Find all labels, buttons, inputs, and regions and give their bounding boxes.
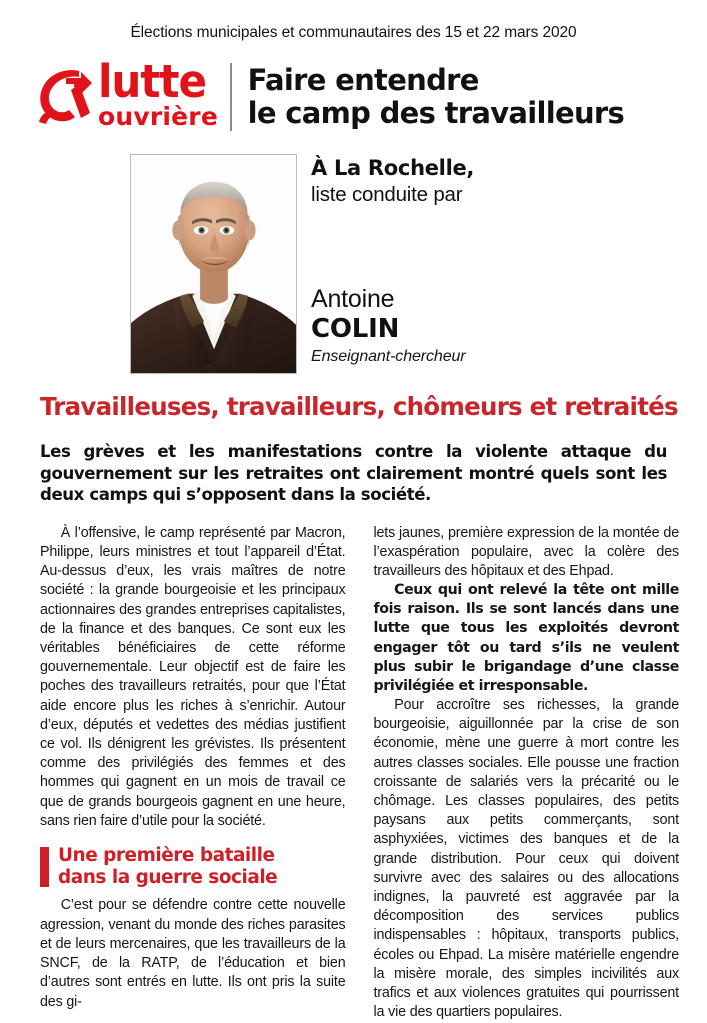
logo-wordmark: [98, 55, 218, 132]
logo-text-lutte: lutte: [98, 55, 207, 109]
tagline-line-2: le camp des travailleurs: [247, 96, 625, 130]
candidate-last-name: COLIN: [311, 313, 400, 344]
left-paragraph-1: À l’offensive, le camp représenté par Macron, Philippe, leurs ministres et tout l’appareil d’État. Au-dessus d’eux, les vrais maîtres de notre société : la grande bourgeoisie et les principaux actionnaires des grandes entreprises capitalistes, de la finance et des banques. Ce sont eux les véritables bénéficiaires de cette réforme gouvernementale. Leur objectif est de faire les poches des travailleurs retraités, pour que l’État aide encore plus les riches à s’enrichir. Autour d’eux, députés et vedettes des médias justifient ce vol. Ils dénigrent les grévistes. Ils présentent comme des privilégiés des femmes et des hommes qui gagnent en un mois de travail ce que de grands bourgeois gagnent en une heure, sans rien faire d’utile pour la société.: [40, 524, 346, 829]
masthead: [38, 55, 707, 136]
page-title: Travailleuses, travailleurs, chômeurs et retraités: [40, 392, 678, 421]
candidate-city: À La Rochelle,: [311, 156, 475, 180]
candidate-block: [130, 154, 707, 374]
subhead-text: [58, 845, 277, 888]
candidate-job-title: Enseignant-chercheur: [311, 348, 466, 366]
hammer-and-sickle-icon: [38, 66, 94, 128]
left-paragraph-2: C’est pour se défendre contre cette nouvelle agression, venant du monde des riches parasites et de leurs mercenaires, que les travailleurs de la SNCF, de la RATP, de l’éducation et bien d’autres sont entrés en lutte. Ils ont pris la suite des gi-: [40, 897, 346, 1010]
candidate-portrait-image: [131, 155, 296, 373]
right-paragraph-3: Pour accroître ses richesses, la grande bourgeoisie, aiguillonnée par la crise de son économie, mène une guerre à mort contre les autres classes sociales. Elle pousse une fraction croissante de salariés vers la précarité ou le chômage. Les classes populaires, des petits paysans aux petits commerçants, sont asphyxiées, victimes des banques et de la grande distribution. Pour ceux qui doivent survivre avec des salaires ou des allocations indignes, la pauvreté est aggravée par la décomposition des services publics indispensables : hôpitaux, transports publics, écoles ou Ehpad. La misère matérielle engendre la misère morale, des simples incivilités aux trafics et aux violences gratuites qui pourrissent la vie des quartiers populaires.: [373, 696, 679, 1021]
candidate-photo: [130, 154, 297, 374]
masthead-divider: [230, 63, 232, 131]
right-paragraph-1: lets jaunes, première expression de la montée de l’exaspération populaire, avec la colère des travailleurs des hôpitaux et des Ehpad.: [373, 524, 679, 580]
lede-paragraph: Les grèves et les manifestations contre la violente attaque du gouvernement sur les retraites ont clairement montré quels sont les deux camps qui s’opposent dans la société.: [40, 441, 667, 505]
right-paragraph-2-bold: Ceux qui ont relevé la tête ont mille fois raison. Ils se sont lancés dans une lutte que tous les exploités devront engager tôt ou tard s’ils ne veulent plus subir le brigandage d’une classe privilégiée et irresponsable.: [373, 582, 679, 694]
candidate-list-led-by: liste conduite par: [311, 183, 463, 207]
left-column: [40, 524, 346, 1023]
subhead-line-2: dans la guerre sociale: [58, 866, 278, 888]
right-column: [374, 524, 680, 1023]
tagline-line-1: Faire entendre: [247, 62, 479, 97]
candidate-info: [311, 154, 707, 374]
election-date-line: Élections municipales et communautaires des 15 et 22 mars 2020: [130, 24, 577, 41]
lutte-ouvriere-logo: [38, 55, 218, 132]
logo-text-ouvriere: ouvrière: [98, 102, 218, 132]
subhead-line-1: Une première bataille: [58, 845, 275, 867]
subhead-red-bar: [40, 847, 49, 887]
candidate-first-name: Antoine: [311, 285, 395, 314]
section-subhead: [40, 845, 346, 888]
masthead-tagline: [248, 64, 624, 130]
body-columns: [40, 524, 679, 1023]
